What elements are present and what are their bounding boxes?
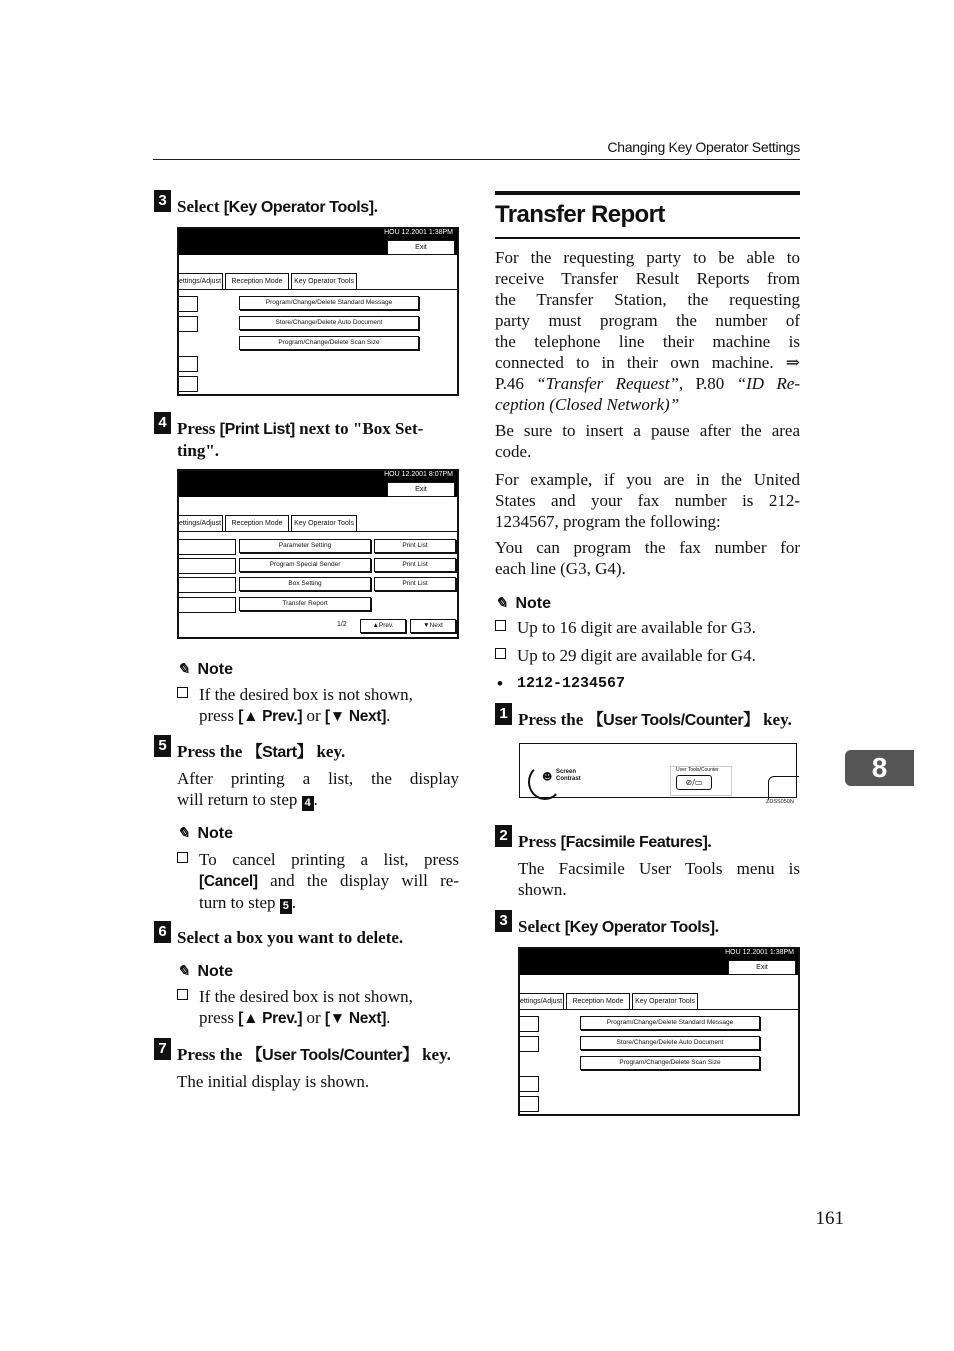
step-2-post: . (707, 832, 712, 851)
step-7-post: key. (417, 1045, 451, 1064)
figure-code: ZDSS050N (766, 799, 794, 805)
checkbox-icon (177, 989, 188, 1000)
row-cell (179, 558, 236, 574)
tab-key-operator-tools[interactable]: Key Operator Tools (632, 993, 698, 1010)
running-header: Changing Key Operator Settings (607, 139, 800, 155)
step-1-pre: Press the (518, 710, 588, 729)
paragraph-2 (495, 420, 800, 462)
next-button[interactable]: ▼Next (410, 619, 456, 633)
fax-number-example: 1212-1234567 (517, 675, 626, 692)
lcd-screen-box-setting (177, 469, 459, 639)
step-7-badge: 7 (154, 1038, 171, 1060)
step-7-text (177, 1044, 451, 1066)
step-1-badge: 1 (495, 703, 512, 725)
step-2-text (518, 831, 712, 853)
note-item (495, 617, 800, 638)
screen-label: Screen (556, 769, 577, 775)
tab-key-operator-tools[interactable]: Key Operator Tools (291, 273, 357, 290)
side-key (520, 1076, 539, 1092)
note-end: . (386, 1008, 391, 1027)
note-title: Note (197, 825, 234, 842)
print-list-button[interactable]: Print List (374, 539, 456, 553)
step-3b-post: . (714, 917, 719, 936)
bullet-icon: • (497, 674, 503, 693)
step-5-description (177, 768, 459, 811)
checkbox-icon (495, 620, 506, 631)
xref-id-reception: “ID Re- (736, 374, 801, 393)
user-tools-counter-button[interactable]: ⊘/▭ (676, 775, 712, 790)
side-key (179, 296, 198, 312)
next-key: [▼ Next] (324, 1010, 387, 1027)
prev-key: [▲ Prev.] (238, 1010, 303, 1027)
tab-settings-adjust[interactable]: ettings/Adjust (177, 515, 223, 532)
control-panel-figure (519, 743, 797, 798)
user-tools-label: User Tools/Counter (676, 767, 719, 773)
parameter-setting-button[interactable]: Parameter Setting (239, 539, 371, 553)
note-heading (177, 962, 233, 981)
step-5-line: After printing a list, the display (177, 769, 459, 788)
step-3b-badge: 3 (495, 910, 512, 932)
text-line: Be sure to insert a pause after the area (495, 421, 800, 440)
side-key (520, 1096, 539, 1112)
chapter-tab: 8 (845, 750, 914, 786)
user-tools-counter-key: 【User Tools/Counter】 (587, 712, 759, 729)
note-press: press (199, 1008, 239, 1027)
note-or: or (302, 706, 325, 725)
note-end: . (291, 893, 296, 912)
cancel-key: [Cancel] (199, 873, 258, 890)
step-4-line-2: ting". (177, 441, 220, 460)
note-title: Note (515, 595, 552, 612)
key-operator-tools-key: [Key Operator Tools] (564, 919, 715, 936)
text-line: You can program the fax number for (495, 538, 800, 557)
auto-document-button[interactable]: Store/Change/Delete Auto Document (239, 316, 419, 330)
screen-contrast-label (556, 769, 581, 783)
text-line: The Facsimile User Tools menu is (518, 859, 800, 878)
pencil-icon: ✎ (177, 825, 190, 842)
note-press: press (199, 706, 239, 725)
tab-reception-mode[interactable]: Reception Mode (225, 273, 289, 290)
status-text: HOU 12.2001 1:38PM (384, 229, 453, 236)
note-heading (177, 660, 233, 679)
step-4-text (177, 418, 459, 461)
tab-settings-adjust[interactable]: ettings/Adjust (518, 993, 564, 1010)
text-line: shown. (518, 880, 567, 899)
note-line: If the desired box is not shown, (199, 685, 413, 704)
contrast-label: Contrast (556, 776, 581, 782)
exit-button[interactable]: Exit (387, 240, 455, 255)
step-1-text (518, 709, 792, 731)
note-bullet (495, 673, 800, 694)
step-5-end: . (313, 790, 318, 809)
page-number: 161 (815, 1208, 844, 1229)
checkbox-icon (177, 687, 188, 698)
side-key (179, 356, 198, 372)
panel-corner (768, 776, 799, 799)
key-operator-tools-key: [Key Operator Tools] (223, 199, 374, 216)
text-line: the Transfer Station, the requesting (495, 290, 800, 309)
section-title: Transfer Report (495, 201, 665, 228)
text-line: the telephone line their machine is (495, 332, 800, 351)
step-3-text (177, 196, 378, 218)
step-7-pre: Press the (177, 1045, 247, 1064)
tab-reception-mode[interactable]: Reception Mode (225, 515, 289, 532)
section-top-rule (495, 191, 800, 195)
paragraph-4 (495, 537, 800, 579)
tab-key-operator-tools[interactable]: Key Operator Tools (291, 515, 357, 532)
text-line: 1234567, program the following: (495, 512, 721, 531)
step-7-description: The initial display is shown. (177, 1072, 370, 1091)
paragraph-1 (495, 247, 800, 415)
side-key (179, 316, 198, 332)
note-item (177, 986, 459, 1029)
step-4-badge: 4 (154, 412, 171, 434)
row-cell (179, 577, 236, 593)
user-tools-counter-key: 【User Tools/Counter】 (246, 1047, 418, 1064)
step-4-pre: Press (177, 419, 220, 438)
side-key (520, 1036, 539, 1052)
step-3-badge: 3 (154, 190, 171, 212)
step-ref-5: 5 (280, 899, 292, 914)
step-5-text (177, 741, 345, 763)
pencil-icon: ✎ (495, 595, 508, 612)
header-rule (153, 159, 800, 160)
status-text: HOU 12.2001 8:07PM (384, 471, 453, 478)
xref-page: P.46 (495, 374, 537, 393)
step-3b-text (518, 916, 719, 938)
step-4-post: next to "Box Set- (294, 419, 424, 438)
transfer-report-button[interactable]: Transfer Report (239, 597, 371, 611)
standard-message-button[interactable]: Program/Change/Delete Standard Message (580, 1016, 760, 1030)
program-special-sender-button[interactable]: Program Special Sender (239, 558, 371, 572)
step-6-badge: 6 (154, 921, 171, 943)
text-line: connected to in their own machine. ⇒ (495, 353, 800, 372)
tab-underline (179, 289, 457, 290)
text-line: For the requesting party to be able to (495, 248, 800, 267)
prev-button[interactable]: ▲Prev. (360, 619, 406, 633)
note-end: . (386, 706, 391, 725)
contrast-icon: ☻ (542, 772, 553, 783)
step-5-badge: 5 (154, 735, 171, 757)
xref-transfer-request: “Transfer Request” (536, 374, 679, 393)
step-6-text: Select a box you want to delete. (177, 928, 404, 947)
scan-size-button[interactable]: Program/Change/Delete Scan Size (580, 1056, 760, 1070)
row-cell (179, 597, 236, 613)
text-line: code. (495, 442, 532, 461)
pencil-icon: ✎ (177, 963, 190, 980)
step-3-pre: Select (177, 197, 224, 216)
side-key (179, 376, 198, 392)
note-line: Up to 16 digit are available for G3. (517, 618, 756, 637)
note-title: Note (197, 661, 234, 678)
pencil-icon: ✎ (177, 661, 190, 678)
page-indicator: 1/2 (337, 621, 347, 628)
step-5-post: key. (312, 742, 346, 761)
step-3-post: . (373, 197, 378, 216)
tab-settings-adjust[interactable]: ettings/Adjust (177, 273, 223, 290)
status-text: HOU 12.2001 1:38PM (725, 949, 794, 956)
checkbox-icon (495, 648, 506, 659)
exit-button[interactable]: Exit (387, 482, 455, 497)
note-line: turn to step (199, 893, 280, 912)
lcd-screen-key-operator (177, 227, 459, 396)
start-key: 【Start】 (246, 744, 313, 761)
paragraph-3 (495, 469, 800, 532)
note-item (177, 684, 459, 727)
note-title: Note (197, 963, 234, 980)
tab-underline (520, 1009, 798, 1010)
tab-underline (179, 531, 457, 532)
xref-page: , P.80 (678, 374, 737, 393)
text-line: States and your fax number is 212- (495, 491, 800, 510)
print-list-button[interactable]: Print List (374, 558, 456, 572)
text-line: receive Transfer Result Reports from (495, 269, 800, 288)
print-list-key: [Print List] (219, 421, 295, 438)
side-key (520, 1016, 539, 1032)
standard-message-button[interactable]: Program/Change/Delete Standard Message (239, 296, 419, 310)
prev-key: [▲ Prev.] (238, 708, 303, 725)
step-3b-pre: Select (518, 917, 565, 936)
note-line: If the desired box is not shown, (199, 987, 413, 1006)
note-heading (495, 594, 551, 613)
lcd-screen-key-operator-2 (518, 947, 800, 1116)
step-1-post: key. (758, 710, 792, 729)
note-line: To cancel printing a list, press (199, 850, 459, 869)
exit-button[interactable]: Exit (728, 960, 796, 975)
text-line: party must program the number of (495, 311, 800, 330)
note-item (495, 645, 800, 666)
text-line: For example, if you are in the United (495, 470, 800, 489)
note-item (177, 849, 459, 914)
checkbox-icon (177, 852, 188, 863)
note-heading (177, 824, 233, 843)
step-2-description (518, 858, 800, 900)
scan-size-button[interactable]: Program/Change/Delete Scan Size (239, 336, 419, 350)
next-key: [▼ Next] (324, 708, 387, 725)
auto-document-button[interactable]: Store/Change/Delete Auto Document (580, 1036, 760, 1050)
step-ref-4: 4 (302, 796, 314, 811)
row-cell (179, 539, 236, 555)
step-5-line-2: will return to step (177, 790, 302, 809)
step-2-badge: 2 (495, 825, 512, 847)
xref-id-reception-cont: ception (Closed Network)” (495, 395, 680, 414)
note-line: Up to 29 digit are available for G4. (517, 646, 756, 665)
section-title-rule (495, 237, 800, 239)
print-list-button[interactable]: Print List (374, 577, 456, 591)
tab-reception-mode[interactable]: Reception Mode (566, 993, 630, 1010)
facsimile-features-key: [Facsimile Features] (560, 834, 708, 851)
box-setting-button[interactable]: Box Setting (239, 577, 371, 591)
text-line: each line (G3, G4). (495, 559, 626, 578)
step-5-pre: Press the (177, 742, 247, 761)
note-line: and the display will re- (257, 871, 459, 890)
note-or: or (302, 1008, 325, 1027)
step-2-pre: Press (518, 832, 561, 851)
